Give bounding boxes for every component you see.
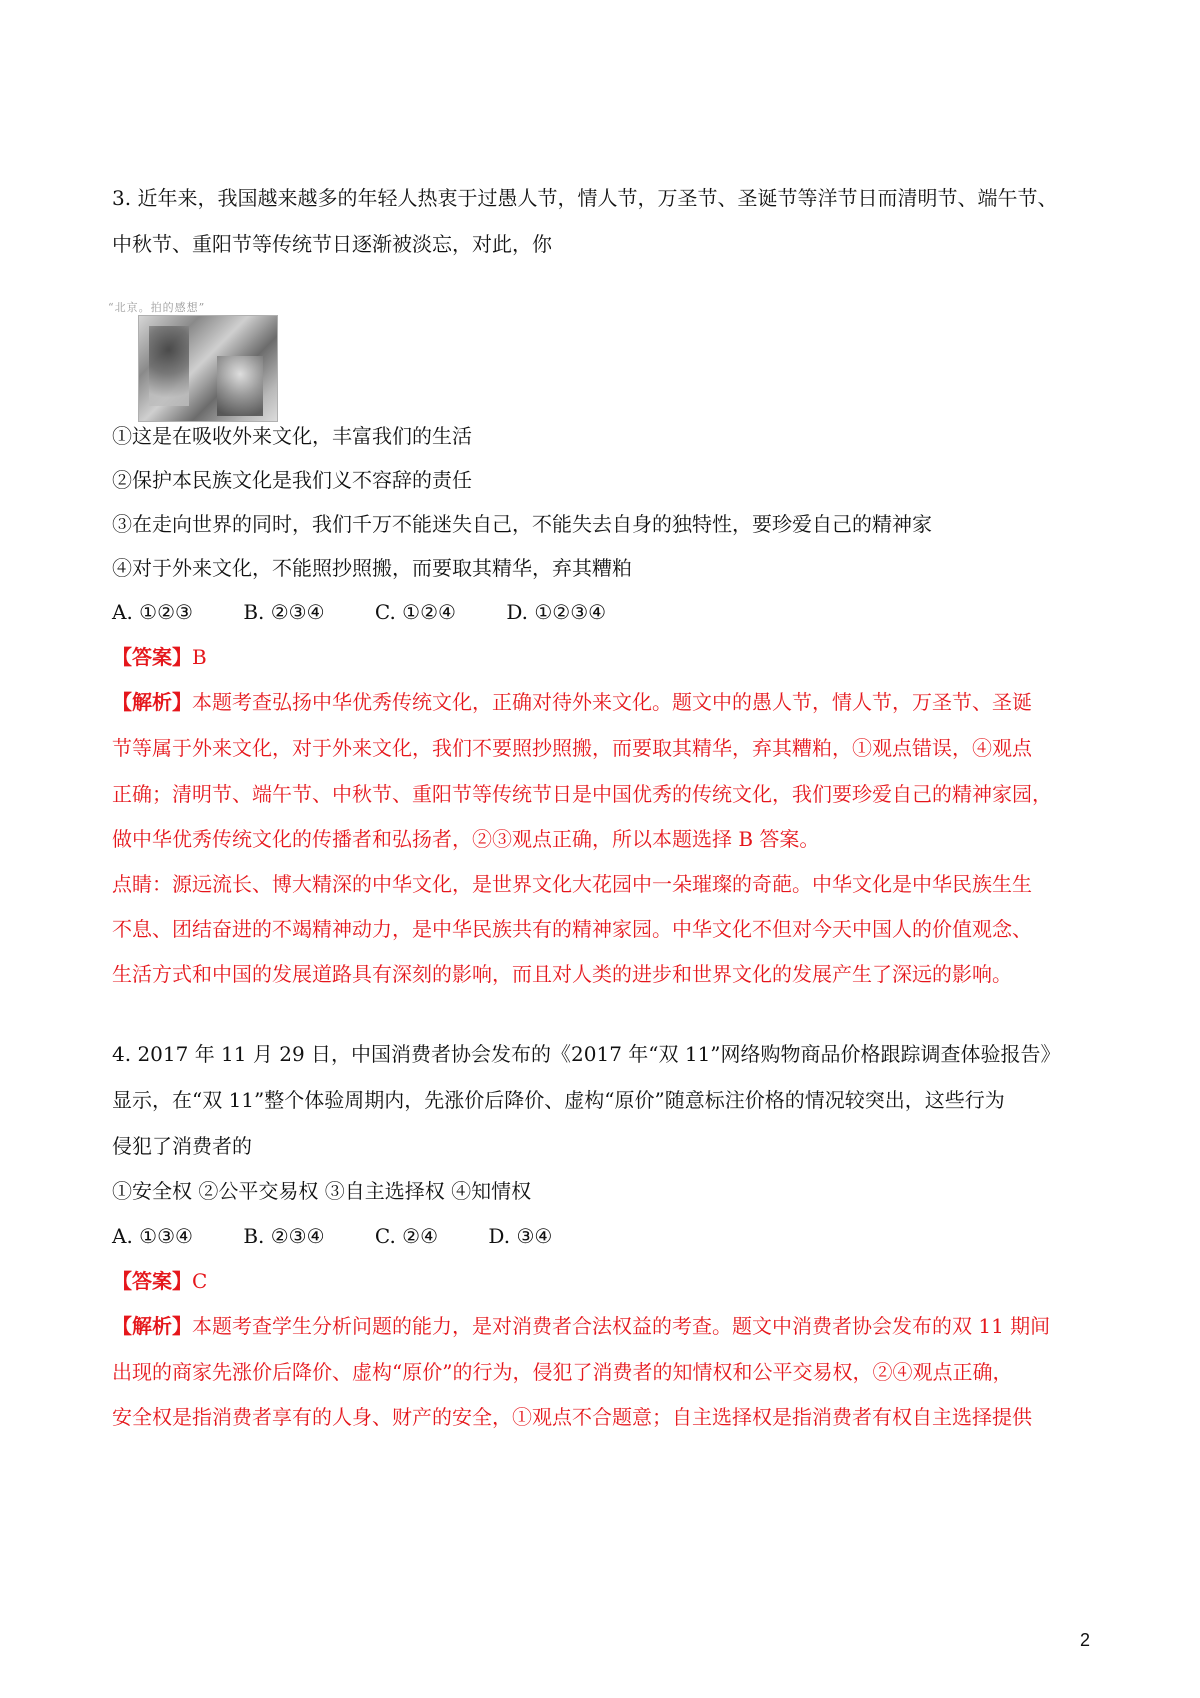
q3-answer — [112, 643, 1102, 671]
q3-stem-line-2: 中秋节、重阳节等传统节日逐渐被淡忘，对此，你 — [112, 232, 552, 256]
q3-analysis-line-1 — [112, 688, 1102, 716]
q3-photo-image — [138, 315, 278, 422]
q4-items: ①安全权 ②公平交易权 ③自主选择权 ④知情权 — [112, 1179, 532, 1203]
q3-analysis-line-3: 正确；清明节、端午节、中秋节、重阳节等传统节日是中国优秀的传统文化，我们要珍爱自己的精神家园， — [112, 782, 1052, 806]
q4-stem-line-2: 显示，在“双 11”整个体验周期内，先涨价后降价、虚构“原价”随意标注价格的情况较突出，这些行为 — [112, 1088, 1005, 1112]
q4-choice-a: A. ①③④ — [112, 1224, 193, 1248]
q3-photo — [108, 301, 278, 426]
q4-choice-b: B. ②③④ — [243, 1224, 325, 1248]
q3-choice-a: A. ①②③ — [112, 600, 193, 624]
q4-answer-label: 【答案】 — [112, 1269, 192, 1293]
q3-analysis-label: 【解析】 — [112, 690, 192, 714]
q3-choices — [112, 598, 1102, 626]
q4-stem-line-1: 4. 2017 年 11 月 29 日，中国消费者协会发布的《2017 年“双 11”网络购物商品价格跟踪调查体验报告》 — [112, 1042, 1061, 1066]
q4-choice-d: D. ③④ — [488, 1224, 553, 1248]
q3-option-1: ①这是在吸收外来文化，丰富我们的生活 — [112, 424, 472, 448]
q4-analysis-label: 【解析】 — [112, 1314, 192, 1338]
q4-answer — [112, 1267, 1102, 1295]
q3-choice-b: B. ②③④ — [243, 600, 325, 624]
q3-stem-line-1: 3. 近年来，我国越来越多的年轻人热衷于过愚人节，情人节，万圣节、圣诞节等洋节日而清明节、端午节、 — [112, 186, 1058, 210]
q3-option-4: ④对于外来文化，不能照抄照搬，而要取其精华，弃其糟粕 — [112, 556, 632, 580]
q4-analysis-line-3: 安全权是指消费者享有的人身、财产的安全，①观点不合题意；自主选择权是指消费者有权自主选择提供 — [112, 1405, 1032, 1429]
q3-option-2: ②保护本民族文化是我们义不容辞的责任 — [112, 468, 472, 492]
q3-answer-label: 【答案】 — [112, 645, 192, 669]
q3-tip-line-2: 不息、团结奋进的不竭精神动力，是中华民族共有的精神家园。中华文化不但对今天中国人的价值观念、 — [112, 917, 1032, 941]
q3-answer-value: B — [192, 645, 207, 669]
page-number: 2 — [1080, 1630, 1091, 1650]
q3-analysis-line-2: 节等属于外来文化，对于外来文化，我们不要照抄照搬，而要取其精华，弃其糟粕，①观点错误，④观点 — [112, 736, 1032, 760]
q3-analysis-line-4: 做中华优秀传统文化的传播者和弘扬者，②③观点正确，所以本题选择 B 答案。 — [112, 827, 820, 851]
q4-analysis-line-1 — [112, 1312, 1102, 1340]
q4-analysis-text-1: 本题考查学生分析问题的能力，是对消费者合法权益的考查。题文中消费者协会发布的双 11 期间 — [192, 1314, 1051, 1338]
q4-analysis-line-2: 出现的商家先涨价后降价、虚构“原价”的行为，侵犯了消费者的知情权和公平交易权，②④观点正确， — [112, 1360, 1013, 1384]
q3-tip-line-3: 生活方式和中国的发展道路具有深刻的影响，而且对人类的进步和世界文化的发展产生了深远的影响。 — [112, 962, 1012, 986]
q3-tip-line-1: 点睛：源远流长、博大精深的中华文化，是世界文化大花园中一朵璀璨的奇葩。中华文化是中华民族生生 — [112, 872, 1032, 896]
q3-choice-c: C. ①②④ — [374, 600, 456, 624]
q3-choice-d: D. ①②③④ — [506, 600, 607, 624]
q4-choices — [112, 1222, 1102, 1250]
q4-answer-value: C — [192, 1269, 208, 1293]
q4-stem-line-3: 侵犯了消费者的 — [112, 1134, 252, 1158]
q3-photo-caption: “北京。拍的感想” — [108, 301, 206, 314]
q3-option-3: ③在走向世界的同时，我们千万不能迷失自己，不能失去自身的独特性，要珍爱自己的精神家 — [112, 512, 932, 536]
q4-choice-c: C. ②④ — [374, 1224, 439, 1248]
q3-analysis-text-1: 本题考查弘扬中华优秀传统文化，正确对待外来文化。题文中的愚人节，情人节，万圣节、圣诞 — [192, 690, 1032, 714]
